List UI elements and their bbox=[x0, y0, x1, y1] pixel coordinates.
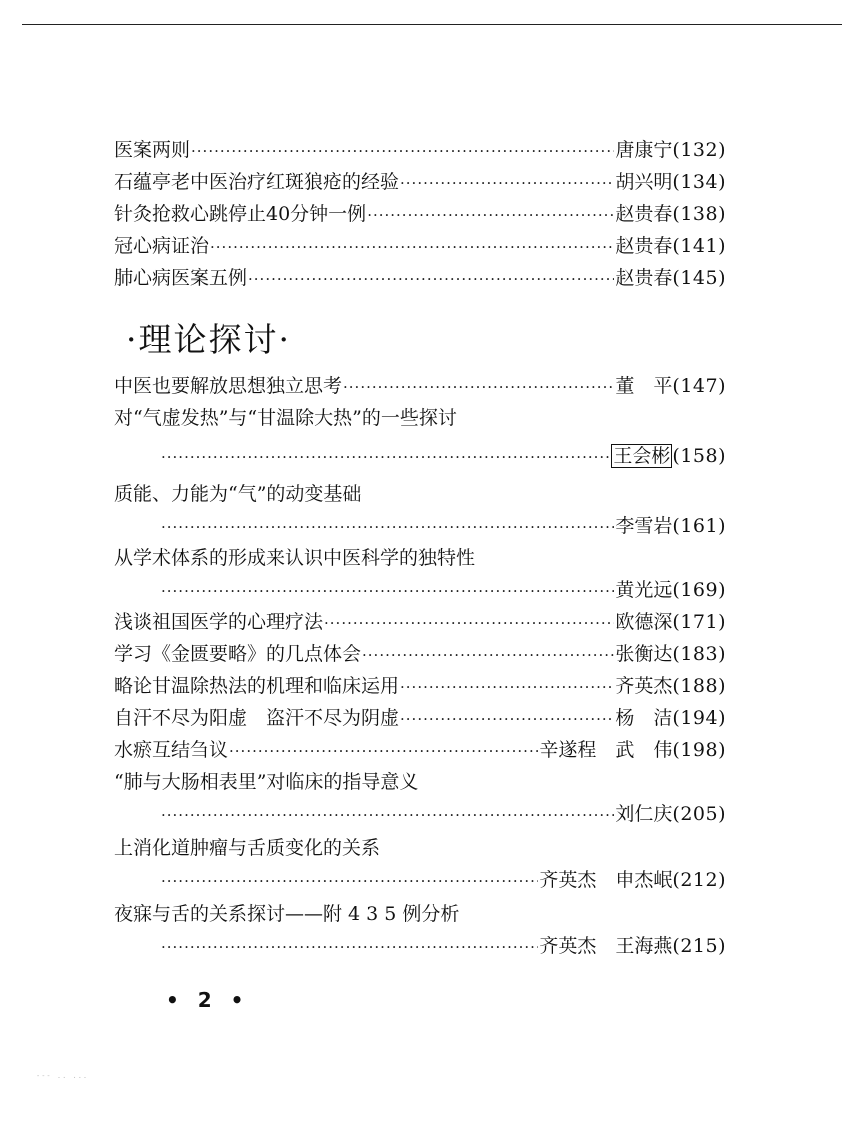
dot-leader bbox=[161, 801, 614, 828]
entry-page: (183) bbox=[672, 643, 726, 665]
entry-author: 齐英杰 王海燕 bbox=[539, 935, 673, 957]
entry-author-boxed: 王会彬 bbox=[613, 445, 671, 467]
entry-author: 齐英杰 申杰岷 bbox=[539, 869, 673, 891]
entry-title: 石蕴亭老中医治疗红斑狼疮的经验 bbox=[114, 171, 400, 193]
entry-title: 学习《金匮要略》的几点体会 bbox=[114, 643, 362, 665]
entry-page: (188) bbox=[672, 675, 726, 697]
toc-entry-title-line bbox=[114, 834, 726, 862]
toc-entry-continuation bbox=[160, 442, 726, 470]
toc-entry bbox=[114, 640, 726, 668]
entry-page: (132) bbox=[672, 139, 726, 161]
toc-entry-title-line bbox=[114, 480, 726, 508]
entry-page: (194) bbox=[672, 707, 726, 729]
entry-title: 夜寐与舌的关系探讨——附 4 3 5 例分析 bbox=[114, 903, 460, 925]
entry-author: 赵贵春 bbox=[615, 267, 673, 289]
entry-page: (138) bbox=[672, 203, 726, 225]
entry-title: 浅谈祖国医学的心理疗法 bbox=[114, 611, 324, 633]
toc-entry bbox=[114, 232, 726, 260]
scan-marks: --- .. ... bbox=[36, 1072, 89, 1080]
toc-entry bbox=[114, 704, 726, 732]
dot-leader bbox=[362, 641, 614, 668]
toc-entry-continuation bbox=[160, 800, 726, 828]
dot-leader bbox=[210, 233, 614, 260]
entry-page: (171) bbox=[672, 611, 726, 633]
entry-title: 略论甘温除热法的机理和临床运用 bbox=[114, 675, 400, 697]
entry-page: (215) bbox=[672, 935, 726, 957]
dot-leader bbox=[324, 609, 614, 636]
toc-entry bbox=[114, 372, 726, 400]
toc-entry bbox=[114, 264, 726, 292]
entry-title: 对“气虚发热”与“甘温除大热”的一些探讨 bbox=[114, 407, 457, 429]
toc-entry bbox=[114, 736, 726, 764]
entry-page: (147) bbox=[672, 375, 726, 397]
entry-author: 唐康宁 bbox=[615, 139, 673, 161]
entry-page: (198) bbox=[672, 739, 726, 761]
entry-page: (145) bbox=[672, 267, 726, 289]
dot-leader bbox=[161, 933, 538, 960]
entry-author: 张衡达 bbox=[615, 643, 673, 665]
dot-leader bbox=[161, 867, 538, 894]
entry-page: (158) bbox=[672, 445, 726, 467]
entry-page: (134) bbox=[672, 171, 726, 193]
dot-leader bbox=[229, 737, 538, 764]
toc-entry-title-line bbox=[114, 404, 726, 432]
entry-page: (212) bbox=[672, 869, 726, 891]
dot-leader bbox=[343, 373, 614, 400]
toc-entry-title-line bbox=[114, 544, 726, 572]
entry-title: 中医也要解放思想独立思考 bbox=[114, 375, 343, 397]
entry-author: 杨 洁 bbox=[615, 707, 673, 729]
entry-page: (161) bbox=[672, 515, 726, 537]
toc-entry-title-line bbox=[114, 768, 726, 796]
toc-entry-continuation bbox=[160, 866, 726, 894]
toc-entry bbox=[114, 168, 726, 196]
entry-author: 辛遂程 武 伟 bbox=[539, 739, 673, 761]
toc-entry-continuation bbox=[160, 932, 726, 960]
toc-entry bbox=[114, 672, 726, 700]
dot-leader bbox=[161, 443, 610, 470]
entry-title: 针灸抢救心跳停止40分钟一例 bbox=[114, 203, 367, 225]
entry-author: 董 平 bbox=[615, 375, 673, 397]
dot-leader bbox=[161, 577, 614, 604]
entry-author: 欧德深 bbox=[615, 611, 673, 633]
entry-title: 质能、力能为“气”的动变基础 bbox=[114, 483, 362, 505]
entry-page: (205) bbox=[672, 803, 726, 825]
toc-entry-continuation bbox=[160, 576, 726, 604]
dot-leader bbox=[400, 705, 614, 732]
entry-author: 赵贵春 bbox=[615, 203, 673, 225]
entry-author: 黄光远 bbox=[615, 579, 673, 601]
entry-author: 齐英杰 bbox=[615, 675, 673, 697]
toc-entry-continuation bbox=[160, 512, 726, 540]
entry-author: 刘仁庆 bbox=[615, 803, 673, 825]
entry-page: (169) bbox=[672, 579, 726, 601]
dot-leader bbox=[400, 169, 614, 196]
entry-author: 胡兴明 bbox=[615, 171, 673, 193]
page-number: • 2 • bbox=[166, 988, 250, 1012]
dot-leader bbox=[161, 513, 614, 540]
entry-author: 赵贵春 bbox=[615, 235, 673, 257]
entry-author: 李雪岩 bbox=[615, 515, 673, 537]
toc-entry bbox=[114, 608, 726, 636]
entry-title: 水瘀互结刍议 bbox=[114, 739, 229, 761]
dot-leader bbox=[400, 673, 614, 700]
section-heading: ·理论探讨· bbox=[126, 320, 291, 359]
dot-leader bbox=[248, 265, 614, 292]
toc-entry bbox=[114, 200, 726, 228]
entry-title: 从学术体系的形成来认识中医科学的独特性 bbox=[114, 547, 476, 569]
entry-title: 上消化道肿瘤与舌质变化的关系 bbox=[114, 837, 381, 859]
toc-entry-title-line bbox=[114, 900, 726, 928]
entry-title: 自汗不尽为阳虚 盗汗不尽为阴虚 bbox=[114, 707, 400, 729]
entry-page: (141) bbox=[672, 235, 726, 257]
dot-leader bbox=[367, 201, 614, 228]
entry-title: 冠心病证治 bbox=[114, 235, 210, 257]
dot-leader bbox=[191, 137, 614, 164]
entry-title: “肺与大肠相表里”对临床的指导意义 bbox=[114, 771, 419, 793]
toc-entry bbox=[114, 136, 726, 164]
entry-title: 肺心病医案五例 bbox=[114, 267, 248, 289]
entry-title: 医案两则 bbox=[114, 139, 191, 161]
